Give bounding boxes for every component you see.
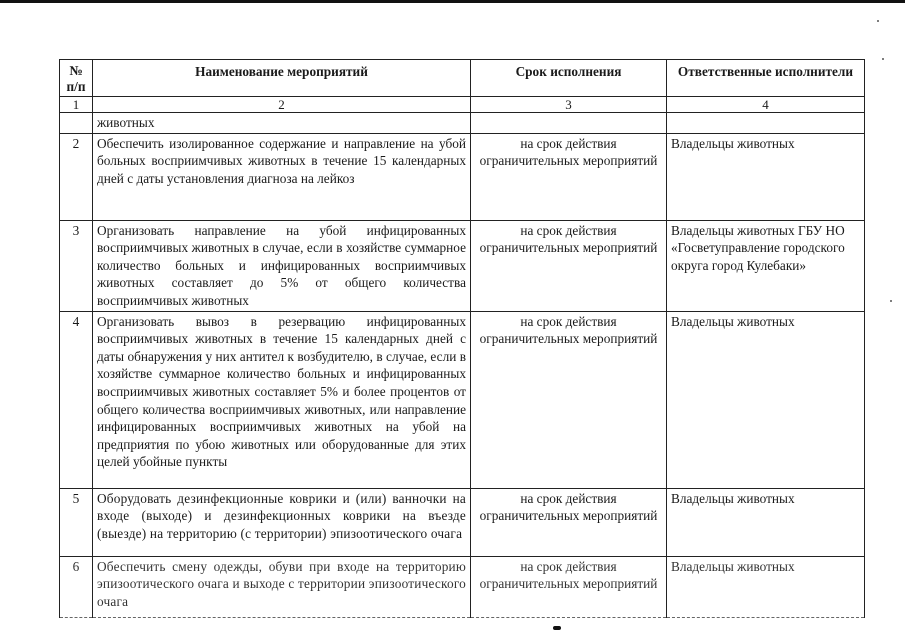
top-border-line bbox=[0, 0, 905, 3]
table-row bbox=[60, 311, 865, 488]
header-measure-name: Наименование мероприятий bbox=[93, 60, 471, 97]
row-description: Обеспечить изолированное содержание и направление на убой больных восприимчивых животных в течение 15 календарных дней с даты установления диагноза на лейкоз bbox=[93, 133, 471, 220]
row-term: на срок действия ограничительных мероприятий bbox=[471, 133, 667, 220]
scan-speck bbox=[890, 300, 892, 302]
header-term: Срок исполнения bbox=[471, 60, 667, 97]
row-responsible: Владельцы животных bbox=[667, 556, 865, 617]
row-responsible: Владельцы животных bbox=[667, 133, 865, 220]
row-description: Организовать вывоз в резервацию инфицированных восприимчивых животных в течение 15 календарных дней с даты обнаружения у них антител к возбудителю, в случае, если в хозяйстве суммарное количество больных и инфицированных восприимчивых животных составляет 5% и более процентов от общего количества восприимчивых животных, или направление инфицированных восприимчивых животных на убой на предприятия по убою животных или оборудованные для этих целей убойные пункты bbox=[93, 311, 471, 488]
row-description: Организовать направление на убой инфицированных восприимчивых животных в случае, если в хозяйстве суммарное количество больных и инфицированных восприимчивых животных составляет до 5% от общего количества восприимчивых животных bbox=[93, 220, 471, 311]
table-row bbox=[60, 556, 865, 617]
row-responsible: Владельцы животных bbox=[667, 311, 865, 488]
column-number: 1 bbox=[60, 97, 93, 113]
column-number: 2 bbox=[93, 97, 471, 113]
column-number-row bbox=[60, 97, 865, 113]
table-header-row bbox=[60, 60, 865, 97]
row-term: на срок действия ограничительных мероприятий bbox=[471, 311, 667, 488]
continuation-text: животных bbox=[93, 113, 471, 134]
row-number: 4 bbox=[60, 311, 93, 488]
scan-speck bbox=[877, 20, 879, 22]
row-term: на срок действия ограничительных мероприятий bbox=[471, 556, 667, 617]
row-number: 3 bbox=[60, 220, 93, 311]
header-responsible: Ответственные исполнители bbox=[667, 60, 865, 97]
measures-table bbox=[59, 59, 865, 618]
row-number: 5 bbox=[60, 488, 93, 556]
row-term: на срок действия ограничительных мероприятий bbox=[471, 220, 667, 311]
column-number: 4 bbox=[667, 97, 865, 113]
scan-speck bbox=[882, 58, 884, 60]
row-responsible: Владельцы животных ГБУ НО «Госветуправление городского округа город Кулебаки» bbox=[667, 220, 865, 311]
row-description: Оборудовать дезинфекционные коврики и (или) ванночки на входе (выходе) и дезинфекционных коврики на въезде (выезде) на территорию (с территории) эпизоотического очага bbox=[93, 488, 471, 556]
table-row bbox=[60, 488, 865, 556]
row-number: 6 bbox=[60, 556, 93, 617]
row-number: 2 bbox=[60, 133, 93, 220]
column-number: 3 bbox=[471, 97, 667, 113]
header-number: № п/п bbox=[60, 60, 93, 97]
row-responsible: Владельцы животных bbox=[667, 488, 865, 556]
page-mark bbox=[553, 626, 561, 630]
table-row bbox=[60, 133, 865, 220]
row-term: на срок действия ограничительных мероприятий bbox=[471, 488, 667, 556]
row-description: Обеспечить смену одежды, обуви при входе на территорию эпизоотического очага и выходе с территории эпизоотического очага bbox=[93, 556, 471, 617]
continuation-row bbox=[60, 113, 865, 134]
table-row bbox=[60, 220, 865, 311]
